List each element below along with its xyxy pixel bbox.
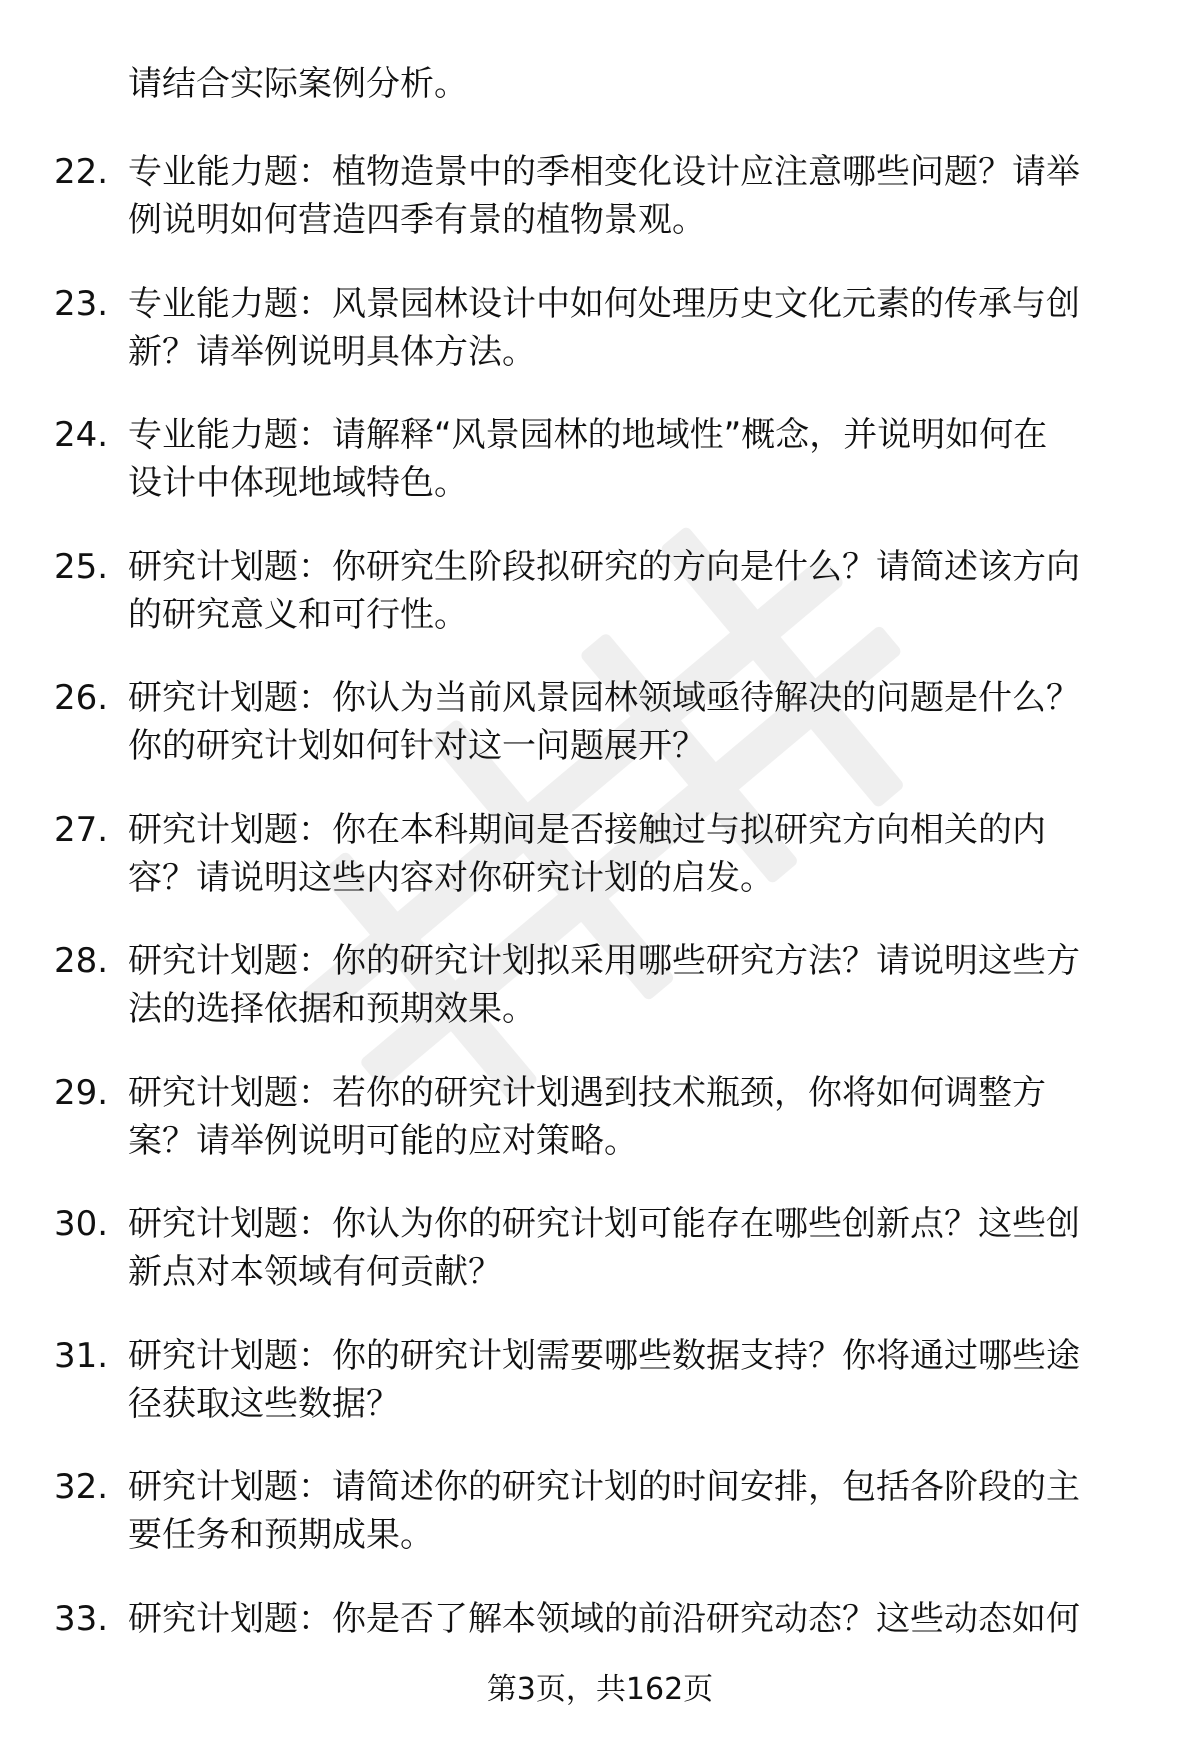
question-number: 27.: [54, 809, 109, 850]
question-list: [0, 148, 1200, 1726]
list-item: [0, 280, 1200, 412]
question-text: 研究计划题：你是否了解本领域的前沿研究动态？这些动态如何: [128, 1598, 1080, 1639]
question-number: 26.: [54, 678, 109, 718]
list-item: [0, 1069, 1200, 1201]
list-item: [0, 1332, 1200, 1464]
question-number: 29.: [54, 1072, 109, 1113]
continuation-text: 请结合实际案例分析。: [128, 64, 468, 104]
list-item: [0, 1200, 1200, 1332]
list-item: [0, 674, 1200, 806]
list-item: [0, 148, 1200, 280]
question-text: 研究计划题：你在本科期间是否接触过与拟研究方向相关的内 容？请说明这些内容对你研究计划的启发。: [128, 809, 1046, 898]
list-item: [0, 1463, 1200, 1595]
question-number: 22.: [54, 152, 109, 192]
question-number: 25.: [54, 546, 109, 587]
question-text: 研究计划题：你认为当前风景园林领域亟待解决的问题是什么？ 你的研究计划如何针对这一问题展开？: [128, 678, 1080, 766]
question-number: 28.: [54, 941, 109, 981]
question-number: 33.: [54, 1598, 109, 1639]
question-number: 32.: [54, 1467, 109, 1507]
list-item: [0, 806, 1200, 938]
question-text: 研究计划题：你的研究计划拟采用哪些研究方法？请说明这些方 法的选择依据和预期效果。: [128, 941, 1080, 1029]
question-text: 研究计划题：若你的研究计划遇到技术瓶颈，你将如何调整方 案？请举例说明可能的应对策略。: [128, 1072, 1046, 1161]
question-text: 研究计划题：请简述你的研究计划的时间安排，包括各阶段的主 要任务和预期成果。: [128, 1467, 1080, 1555]
question-number: 24.: [54, 415, 109, 455]
question-text: 专业能力题：请解释“风景园林的地域性”概念，并说明如何在 设计中体现地域特色。: [128, 415, 1048, 503]
question-text: 研究计划题：你认为你的研究计划可能存在哪些创新点？这些创 新点对本领域有何贡献？: [128, 1204, 1080, 1292]
list-item: [0, 411, 1200, 543]
question-text: 研究计划题：你的研究计划需要哪些数据支持？你将通过哪些途 径获取这些数据？: [128, 1335, 1080, 1424]
question-text: 专业能力题：风景园林设计中如何处理历史文化元素的传承与创 新？请举例说明具体方法。: [128, 283, 1080, 372]
question-number: 30.: [54, 1204, 109, 1244]
page-footer: 第3页，共162页: [486, 1672, 714, 1707]
question-number: 31.: [54, 1335, 109, 1376]
question-text: 研究计划题：你研究生阶段拟研究的方向是什么？请简述该方向 的研究意义和可行性。: [128, 546, 1080, 635]
question-number: 23.: [54, 283, 109, 324]
question-text: 专业能力题：植物造景中的季相变化设计应注意哪些问题？请举 例说明如何营造四季有景的植物景观。: [128, 152, 1080, 240]
list-item: [0, 937, 1200, 1069]
list-item: [0, 543, 1200, 675]
